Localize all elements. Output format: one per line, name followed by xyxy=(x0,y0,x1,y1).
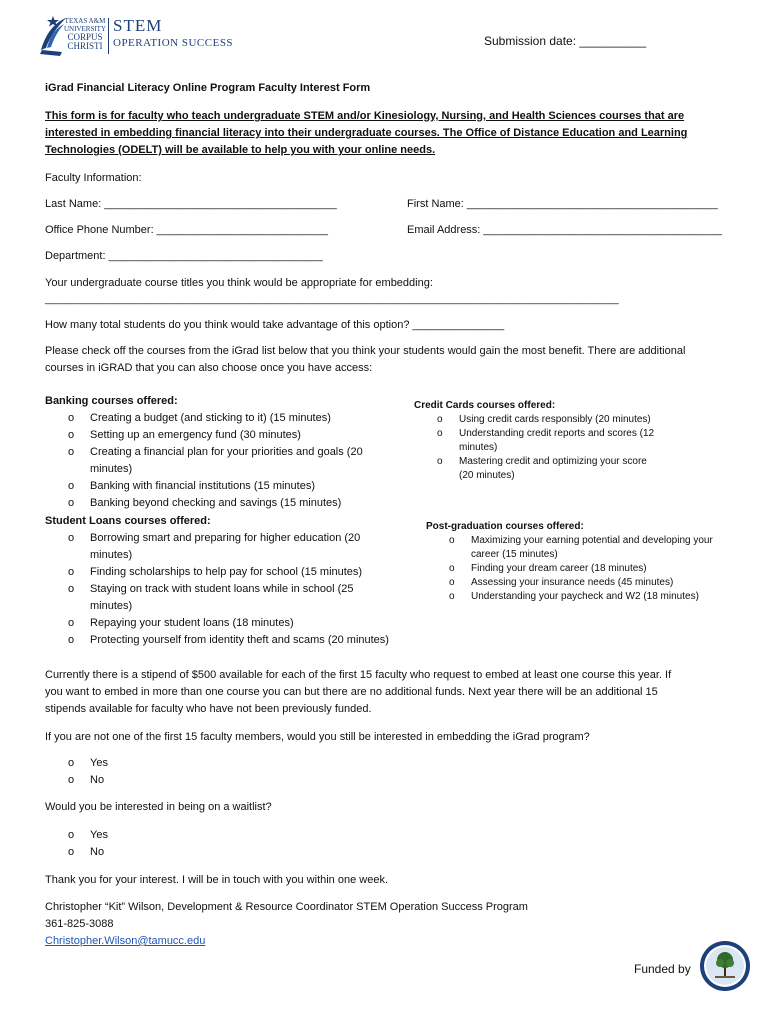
course-item[interactable]: o Mastering credit and optimizing your score (20 minutes) xyxy=(437,456,647,481)
form-title: iGrad Financial Literacy Online Program Faculty Interest Form xyxy=(45,82,371,94)
bullet-icon: o xyxy=(437,428,443,439)
banking-course-list xyxy=(68,410,363,512)
bullet-icon: o xyxy=(68,634,75,646)
department-of-education-seal xyxy=(699,940,751,992)
waitlist-options xyxy=(68,827,108,861)
thank-you-text: Thank you for your interest. I will be in touch with you within one week. xyxy=(45,874,389,886)
last-name-field[interactable]: Last Name: ______________________________________ xyxy=(45,198,337,210)
office-phone-field[interactable]: Office Phone Number: ____________________________ xyxy=(45,224,328,236)
course-item[interactable]: o Creating a budget (and sticking to it) (15 minutes) xyxy=(90,410,363,427)
student-loans-courses-section xyxy=(45,513,389,649)
intro-line: courses in iGRAD that you can also choose once you have access: xyxy=(45,362,373,374)
course-item[interactable]: o Understanding your paycheck and W2 (18 minutes) xyxy=(449,591,699,602)
logo-line: TEXAS A&M xyxy=(64,17,106,25)
logo-line: UNIVERSITY xyxy=(64,25,106,33)
bullet-icon: o xyxy=(449,591,455,602)
logo-operation-success-text: OPERATION SUCCESS xyxy=(113,37,234,49)
loans-course-list xyxy=(68,530,389,649)
bullet-icon: o xyxy=(437,414,443,425)
form-intro xyxy=(45,108,687,159)
stipend-paragraph xyxy=(45,667,671,718)
section-heading: Credit Cards courses offered: xyxy=(414,400,556,411)
course-item[interactable]: o Borrowing smart and preparing for higher education (20 minutes) xyxy=(68,532,361,561)
embed-interest-question: If you are not one of the first 15 faculty members, would you still be interested in embedding the iGrad program? xyxy=(45,731,590,743)
bullet-icon: o xyxy=(68,566,75,578)
credit-cards-courses-section xyxy=(414,399,654,483)
course-item[interactable]: o Creating a financial plan for your priorities and goals (20 minutes) xyxy=(68,446,363,475)
course-item[interactable]: o Protecting yourself from identity theft and scams (20 minutes) xyxy=(90,632,389,649)
logo-line: CHRISTI xyxy=(67,41,103,51)
postgrad-course-list xyxy=(449,534,713,604)
course-item[interactable]: o Finding scholarships to help pay for school (15 minutes) xyxy=(90,564,389,581)
section-heading: Banking courses offered: xyxy=(45,395,178,407)
stipend-line: you want to embed in more than one course you can but there are no additional funds. Next year there will be an additional 15 xyxy=(45,686,658,698)
option-yes[interactable]: o Yes xyxy=(90,827,108,844)
bullet-icon: o xyxy=(68,774,75,786)
logo-line: CORPUS xyxy=(67,32,103,42)
stipend-line: stipends available for faculty who have not been previously funded. xyxy=(45,703,372,715)
email-address-field[interactable]: Email Address: _______________________________________ xyxy=(407,224,723,236)
bullet-icon: o xyxy=(449,577,455,588)
course-titles-field[interactable]: _____________________________________________________________________________________________________________ xyxy=(45,294,619,305)
bullet-icon: o xyxy=(68,446,75,458)
course-item[interactable]: o Repaying your student loans (18 minutes) xyxy=(90,615,389,632)
course-titles-question: Your undergraduate course titles you think would be appropriate for embedding: xyxy=(45,277,433,289)
bullet-icon: o xyxy=(68,532,75,544)
bullet-icon: o xyxy=(68,412,75,424)
credit-course-list xyxy=(437,413,655,483)
logo-divider xyxy=(108,18,109,54)
contact-email-link[interactable]: Christopher.Wilson@tamucc.edu xyxy=(45,935,206,947)
section-heading: Post-graduation courses offered: xyxy=(426,521,584,532)
seal-icon xyxy=(699,940,751,992)
department-field[interactable]: Department: ___________________________________ xyxy=(45,250,323,262)
course-item[interactable]: o Setting up an emergency fund (30 minutes) xyxy=(90,427,363,444)
bullet-icon: o xyxy=(449,535,455,546)
course-item[interactable]: o Using credit cards responsibly (20 minutes) xyxy=(437,414,651,425)
check-courses-intro xyxy=(45,343,685,377)
course-item[interactable]: o Maximizing your earning potential and developing your career (15 minutes) xyxy=(449,535,713,560)
bullet-icon: o xyxy=(68,429,75,441)
bullet-icon: o xyxy=(68,583,75,595)
post-graduation-courses-section xyxy=(426,520,713,604)
intro-line: Technologies (ODELT) will be available to help you with your online needs. xyxy=(45,144,436,156)
waitlist-question: Would you be interested in being on a waitlist? xyxy=(45,801,272,813)
bullet-icon: o xyxy=(68,617,75,629)
course-item[interactable]: o Banking with financial institutions (15 minutes) xyxy=(90,478,363,495)
students-count-field[interactable]: How many total students do you think would take advantage of this option? _______________ xyxy=(45,319,505,331)
contact-phone: 361-825-3088 xyxy=(45,918,114,930)
banking-courses-section xyxy=(45,393,363,512)
bullet-icon: o xyxy=(449,563,455,574)
faculty-info-label: Faculty Information: xyxy=(45,172,142,184)
bullet-icon: o xyxy=(437,456,443,467)
submission-date-field[interactable]: Submission date: __________ xyxy=(484,34,647,48)
section-heading: Student Loans courses offered: xyxy=(45,515,211,527)
course-item[interactable]: o Assessing your insurance needs (45 minutes) xyxy=(449,577,674,588)
logo-stem-text: STEM xyxy=(113,16,163,35)
option-yes[interactable]: o Yes xyxy=(90,755,108,772)
course-item[interactable]: o Finding your dream career (18 minutes) xyxy=(449,563,647,574)
bullet-icon: o xyxy=(68,846,75,858)
bullet-icon: o xyxy=(68,757,75,769)
bullet-icon: o xyxy=(68,497,75,509)
stipend-line: Currently there is a stipend of $500 available for each of the first 15 faculty who request to embed at least one course this year. If xyxy=(45,669,672,681)
embed-interest-options xyxy=(68,755,108,789)
first-name-field[interactable]: First Name: _________________________________________ xyxy=(407,198,718,210)
signature-line: Christopher “Kit” Wilson, Development & Resource Coordinator STEM Operation Success Program xyxy=(45,901,528,913)
course-item[interactable]: o Understanding credit reports and scores (12 minutes) xyxy=(437,428,655,453)
course-item[interactable]: o Banking beyond checking and savings (15 minutes) xyxy=(90,495,363,512)
intro-line: Please check off the courses from the iGrad list below that you think your students would gain the most benefit. There are additional xyxy=(45,345,686,357)
option-no[interactable]: o No xyxy=(90,772,108,789)
university-wordmark xyxy=(64,17,106,51)
funded-by-label: Funded by xyxy=(634,962,691,976)
option-no[interactable]: o No xyxy=(90,844,108,861)
intro-line: interested in embedding financial literacy into their undergraduate courses. The Office of Distance Education and Learning xyxy=(45,127,688,139)
bullet-icon: o xyxy=(68,829,75,841)
bullet-icon: o xyxy=(68,480,75,492)
intro-line: This form is for faculty who teach undergraduate STEM and/or Kinesiology, Nursing, and Health Sciences courses that are xyxy=(45,110,685,122)
course-item[interactable]: o Staying on track with student loans while in school (25 minutes) xyxy=(68,583,354,612)
